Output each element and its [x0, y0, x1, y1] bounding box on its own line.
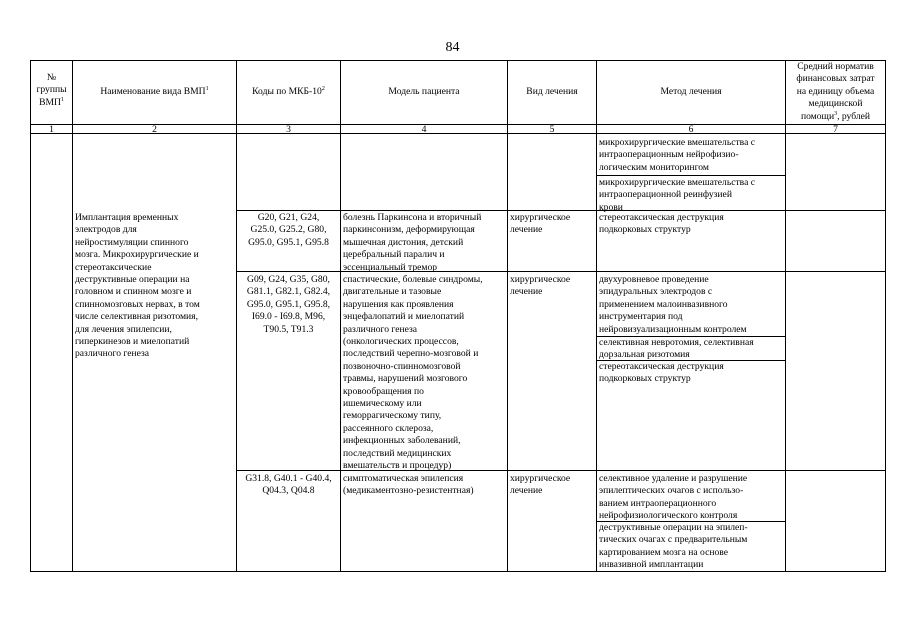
treatment-type-cell: хирургическое лечение [510, 473, 571, 497]
treatment-type-cell: хирургическое лечение [510, 274, 571, 298]
header-treatment-method: Метод лечения [660, 86, 722, 97]
grid-line [885, 60, 886, 572]
method-cell: стереотаксическая деструкция подкорковых структур [599, 361, 724, 385]
icd-codes-cell: G31.8, G40.1 - G40.4, Q04.3, Q04.8 [245, 473, 332, 497]
grid-line [596, 175, 786, 176]
header-group-number: № группы ВМП$^1$ [36, 72, 67, 108]
header-icd-codes: Коды по МКБ-$10^2$ [252, 85, 325, 97]
column-number: 3 [286, 124, 291, 135]
treatment-type-cell: хирургическое лечение [510, 212, 571, 236]
grid-line [785, 60, 786, 572]
method-cell: селективное удаление и разрушение эпилептических очагов с использо- ванием интраоперационного нейрофизиологического контроля [599, 473, 748, 522]
header-cost-norm: Средний норматив финансовых затрат на единицу объема медицинской помощи$^3$, рублей [796, 61, 875, 122]
column-number: 5 [549, 124, 555, 135]
grid-line [340, 60, 341, 572]
grid-line [236, 210, 886, 211]
grid-line [30, 60, 31, 572]
patient-model-cell: симптоматическая эпилепсия (медикаментозно-резистентная) [343, 473, 474, 497]
header-patient-model: Модель пациента [388, 86, 460, 97]
grid-line [30, 60, 886, 61]
icd-codes-cell: G20, G21, G24, G25.0, G25.2, G80, G95.0, G95.1, G95.8 [248, 212, 329, 248]
column-number: 4 [421, 124, 427, 135]
method-cell: деструктивные операции на эпилеп- тических очагах с предварительным картированием мозга на основе инвазивной имплантации [599, 522, 748, 571]
method-cell: двухуровневое проведение эпидуральных электродов с применением малоинвазивного инструментария под нейровизуализационным контролем [599, 274, 747, 335]
column-number: 7 [833, 124, 838, 135]
vmp-name-cell: Имплантация временных электродов для нейростимуляции спинного мозга. Микрохирургические и стереотаксические деструктивные операции на головном и спинном мозге и спинномозговых нервах, в том числе селективная ризотомия, для лечения эпилепсии, гиперкинезов и миелопатий различного генеза [75, 212, 200, 360]
grid-line [236, 271, 886, 272]
page-number: 84 [445, 40, 460, 55]
method-cell: селективная невротомия, селективная дорзальная ризотомия [599, 337, 754, 361]
grid-line [236, 470, 886, 471]
grid-line [72, 60, 73, 572]
header-treatment-type: Вид лечения [526, 86, 578, 97]
method-cell: микрохирургические вмешательства с интраоперационной реинфузией крови [599, 177, 755, 213]
method-cell: стереотаксическая деструкция подкорковых структур [599, 212, 724, 236]
icd-codes-cell: G09, G24, G35, G80, G81.1, G82.1, G82.4, G95.0, G95.1, G95.8, I69.0 - I69.8, M96, T90.5, T91.3 [246, 274, 331, 335]
column-number: 2 [152, 124, 157, 135]
patient-model-cell: спастические, болевые синдромы, двигательные и тазовые нарушения как проявления энцефалопатий и миелопатий различного генеза (онкологических процессов, последствий черепно-мозговой и позвоночно-спинномозговой травмы, нарушений мозгового кровообращения по ишемическому или геморрагическому типу, рассеянного склероза, инфекционных заболеваний, последствий медицинских вмешательств и процедур) [343, 274, 483, 472]
grid-line [596, 60, 597, 572]
patient-model-cell: болезнь Паркинсона и вторичный паркинсонизм, деформирующая мышечная дистония, детский церебральный паралич и эссенциальный тремор [343, 212, 482, 273]
method-cell: микрохирургические вмешательства с интраоперационным нейрофизио- логическим мониторингом [599, 137, 755, 173]
header-vmp-name: Наименование вида ВМП$^1$ [100, 85, 209, 97]
grid-line [507, 60, 508, 572]
column-number: 1 [49, 124, 54, 135]
vmp-table [30, 60, 886, 572]
column-number: 6 [688, 124, 694, 135]
